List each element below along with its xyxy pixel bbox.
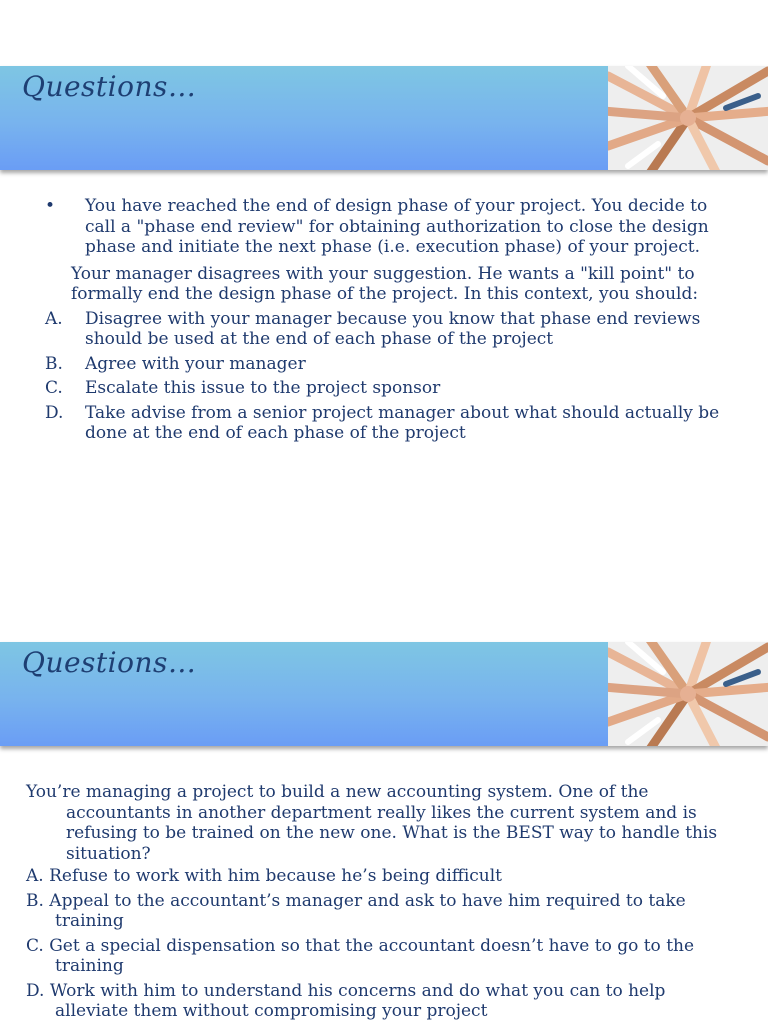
question-text: You have reached the end of design phase of your project. You decide to call a "phase end review" for obtaining authorization to close the design phase and initiate the next phase (i.e. execution phase) of your project.	[85, 196, 709, 257]
option-text: Agree with your manager	[85, 353, 306, 374]
option-letter: C.	[45, 378, 63, 398]
slide-2-title: Questions…	[22, 646, 197, 679]
option-letter: D.	[45, 402, 64, 423]
teamwork-hands-image	[608, 66, 768, 170]
slide-1-title: Questions…	[22, 70, 197, 103]
option-c: C. Get a special dispensation so that the accountant doesn’t have to go to the training	[26, 935, 695, 976]
teamwork-hands-photo	[608, 642, 768, 746]
option-text: Disagree with your manager because you know that phase end reviews should be used at the end of each phase of the project	[85, 308, 701, 349]
option-a: A. Refuse to work with him because he’s being difficult	[26, 866, 503, 886]
slide-2	[0, 620, 768, 1024]
teamwork-hands-photo	[608, 66, 768, 170]
option-d	[45, 403, 735, 444]
slide-1-header-banner	[0, 66, 768, 170]
option-b: B. Appeal to the accountant’s manager and ask to have him required to take training	[26, 890, 686, 931]
option-letter: B.	[45, 353, 63, 374]
question-bullet	[45, 196, 735, 258]
option-a	[45, 309, 735, 350]
option-text: Take advise from a senior project manager about what should actually be done at the end of each phase of the project	[85, 402, 720, 443]
option-text: Escalate this issue to the project sponsor	[85, 378, 441, 398]
slide-1-body	[45, 196, 735, 448]
teamwork-hands-image	[608, 642, 768, 746]
context-text: Your manager disagrees with your suggestion. He wants a "kill point" to formally end the design phase of the project. In this context, you should:	[71, 263, 699, 304]
slide-2-header-banner	[0, 642, 768, 746]
slide-2-body	[26, 782, 741, 1026]
option-c	[45, 378, 735, 399]
option-letter: A.	[45, 308, 63, 329]
question-text: You’re managing a project to build a new accounting system. One of the accountants in another department really likes the current system and is refusing to be trained on the new one. What is the BEST way to handle this situation?	[26, 782, 718, 864]
option-b	[45, 354, 735, 375]
bullet-mark: •	[45, 196, 56, 216]
option-d: D. Work with him to understand his concerns and do what you can to help alleviate them without compromising your project	[26, 980, 666, 1021]
